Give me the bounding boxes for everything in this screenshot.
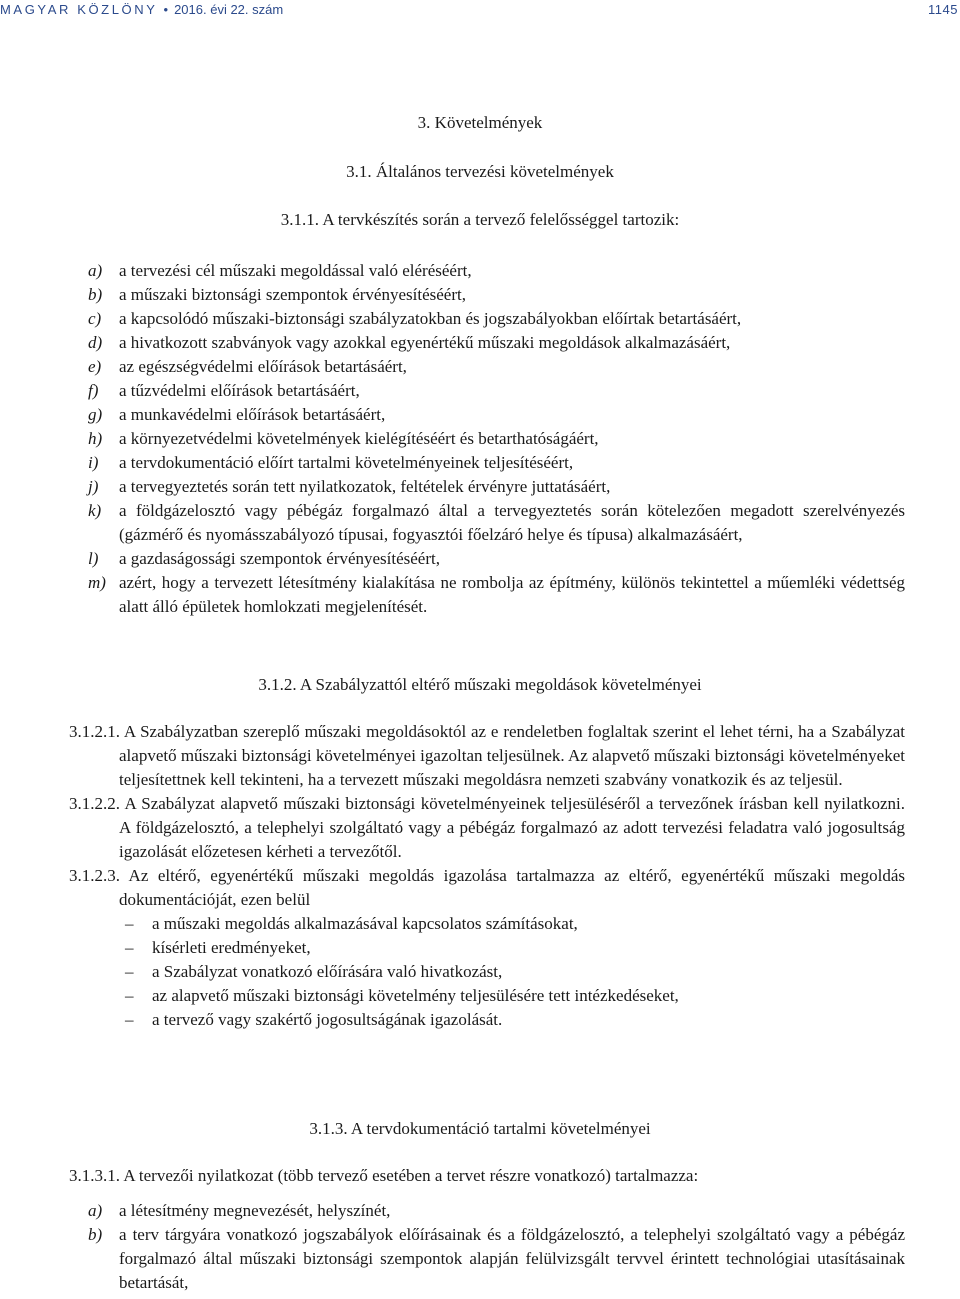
- list-item-label: j): [88, 477, 99, 496]
- list-item-label: c): [88, 309, 102, 328]
- list-item: [0, 379, 960, 403]
- list-item: [0, 451, 960, 475]
- dash-item-text: a műszaki megoldás alkalmazásával kapcsolatos számításokat,: [152, 914, 578, 933]
- list-item: [0, 403, 960, 427]
- list-item-label: b): [88, 1225, 103, 1244]
- dash-list-item: [0, 1008, 960, 1032]
- publication-title: MAGYAR KÖZLÖNY: [0, 2, 158, 17]
- list-item: [0, 1199, 960, 1223]
- list-item-label: g): [88, 405, 103, 424]
- list-item: [0, 571, 960, 619]
- list-item-text: a létesítmény megnevezését, helyszínét,: [119, 1201, 391, 1220]
- list-item-text: a tűzvédelmi előírások betartásáért,: [119, 381, 360, 400]
- dash-list-item: [0, 984, 960, 1008]
- dash-list-item: [0, 936, 960, 960]
- heading-3-1-3: 3.1.3. A tervdokumentáció tartalmi követelményei: [309, 1119, 651, 1138]
- list-item-text: az egészségvédelmi előírások betartásáért,: [119, 357, 407, 376]
- paragraph-number: 3.1.3.1.: [69, 1166, 120, 1185]
- list-item: [0, 307, 960, 331]
- page-number: 1145: [928, 2, 958, 17]
- list-item-label: b): [88, 285, 103, 304]
- list-item-text: a földgázelosztó vagy pébégáz forgalmazó által a tervegyeztetés során kötelezően megadott szerelvényezés (gázmérő és nyomásszabályozó típusai, fogyasztói főelzáró helye és típusa) alkalmazásáért,: [119, 501, 905, 544]
- list-item-label: d): [88, 333, 103, 352]
- paragraph-number: 3.1.2.1.: [69, 722, 120, 741]
- list-item-label: a): [88, 261, 103, 280]
- list-item-label: a): [88, 1201, 103, 1220]
- list-item-label: i): [88, 453, 99, 472]
- paragraph-number: 3.1.2.2.: [69, 794, 120, 813]
- paragraph-number: 3.1.2.3.: [69, 866, 120, 885]
- list-item-label: h): [88, 429, 103, 448]
- list-item: [0, 259, 960, 283]
- list-item-text: a tervdokumentáció előírt tartalmi követelményeinek teljesítéséért,: [119, 453, 574, 472]
- dash-list-item: [0, 912, 960, 936]
- list-item: [0, 499, 960, 547]
- numbered-paragraph: [0, 1164, 960, 1188]
- list-item-label: f): [88, 381, 99, 400]
- list-item: [0, 475, 960, 499]
- paragraph-text: A Szabályzat alapvető műszaki biztonsági követelményeinek teljesüléséről a tervezőnek írásban kell nyilatkozni. A földgázelosztó, a telephelyi szolgáltató vagy a pébégáz forgalmazó az adott tervezési feladatra való jogosultság igazolását előzetesen kérheti a tervezőtől.: [119, 794, 905, 861]
- header-bullet: •: [163, 2, 169, 17]
- list-item: [0, 283, 960, 307]
- list-item-text: a tervegyeztetés során tett nyilatkozatok, feltételek érvényre juttatásáért,: [119, 477, 611, 496]
- list-item: [0, 355, 960, 379]
- list-item-text: a műszaki biztonsági szempontok érvényesítéséért,: [119, 285, 466, 304]
- heading-3: 3. Követelmények: [417, 113, 543, 132]
- dash-item-text: kísérleti eredményeket,: [152, 938, 311, 957]
- dash-item-text: a Szabályzat vonatkozó előírására való hivatkozást,: [152, 962, 503, 981]
- dash-item-text: a tervező vagy szakértő jogosultságának igazolását.: [152, 1010, 503, 1029]
- list-item-text: a kapcsolódó műszaki-biztonsági szabályzatokban és jogszabályokban előírtak betartásáért,: [119, 309, 742, 328]
- list-item-label: k): [88, 501, 102, 520]
- dash-marker: –: [125, 1010, 134, 1029]
- paragraph-text: A tervezői nyilatkozat (több tervező esetében a tervet részre vonatkozó) tartalmazza:: [123, 1166, 699, 1185]
- numbered-paragraph: [0, 864, 960, 912]
- paragraph-text: A Szabályzatban szereplő műszaki megoldásoktól az e rendeletben foglaltak szerint el lehet térni, ha a Szabályzat alapvető műszaki biztonsági követelményei igazoltan teljesülnek. Az alapvető műszaki biztonsági követelményeket teljesítettnek kell tekinteni, ha a tervezett műszaki megoldásra nemzeti szabvány vonatkozik és az teljesül.: [119, 722, 906, 789]
- list-3-1-2: [0, 720, 960, 1032]
- publication-title-area: [0, 2, 283, 17]
- dash-marker: –: [125, 938, 134, 957]
- dash-marker: –: [125, 914, 134, 933]
- dash-item-text: az alapvető műszaki biztonsági követelmény teljesülésére tett intézkedéseket,: [152, 986, 679, 1005]
- list-item-text: a hivatkozott szabványok vagy azokkal egyenértékű műszaki megoldások alkalmazásáért,: [119, 333, 731, 352]
- heading-3-1: 3.1. Általános tervezési követelmények: [346, 162, 614, 181]
- dash-list-item: [0, 960, 960, 984]
- list-item-text: a tervezési cél műszaki megoldással való eléréséért,: [119, 261, 472, 280]
- page-header: [0, 0, 960, 26]
- issue-label: 2016. évi 22. szám: [174, 2, 284, 17]
- list-item: [0, 331, 960, 355]
- heading-3-1-1: 3.1.1. A tervkészítés során a tervező felelősséggel tartozik:: [280, 210, 680, 229]
- list-item-label: l): [88, 549, 99, 568]
- list-3-1-3-1: [0, 1199, 960, 1295]
- list-item-text: a munkavédelmi előírások betartásáért,: [119, 405, 386, 424]
- paragraph-text: Az eltérő, egyenértékű műszaki megoldás igazolása tartalmazza az eltérő, egyenértékű műszaki megoldás dokumentációját, ezen belül: [119, 866, 905, 909]
- list-item-label: e): [88, 357, 102, 376]
- dash-marker: –: [125, 986, 134, 1005]
- list-item-label: m): [88, 573, 106, 592]
- numbered-paragraph: [0, 720, 960, 792]
- list-item: [0, 547, 960, 571]
- dash-marker: –: [125, 962, 134, 981]
- list-item: [0, 1223, 960, 1295]
- list-item: [0, 427, 960, 451]
- list-item-text: a környezetvédelmi követelmények kielégítéséért és betarthatóságáért,: [119, 429, 599, 448]
- heading-3-1-2: 3.1.2. A Szabályzattól eltérő műszaki megoldások követelményei: [258, 675, 702, 694]
- list-item-text: a terv tárgyára vonatkozó jogszabályok előírásainak és a földgázelosztó, a telephelyi szolgáltató vagy a pébégáz forgalmazó által műszaki biztonsági szempontok alapján felülvizsgált tervvel érintett technológiai utasításainak betartását,: [119, 1225, 905, 1292]
- list-3-1-1: [0, 259, 960, 619]
- list-item-text: a gazdaságossági szempontok érvényesítéséért,: [119, 549, 440, 568]
- numbered-paragraph: [0, 792, 960, 864]
- list-3-1-3: [0, 1164, 960, 1188]
- list-item-text: azért, hogy a tervezett létesítmény kialakítása ne rombolja az építmény, különös tekintettel a műemléki védettség alatt álló épületek homlokzati megjelenítését.: [119, 573, 905, 616]
